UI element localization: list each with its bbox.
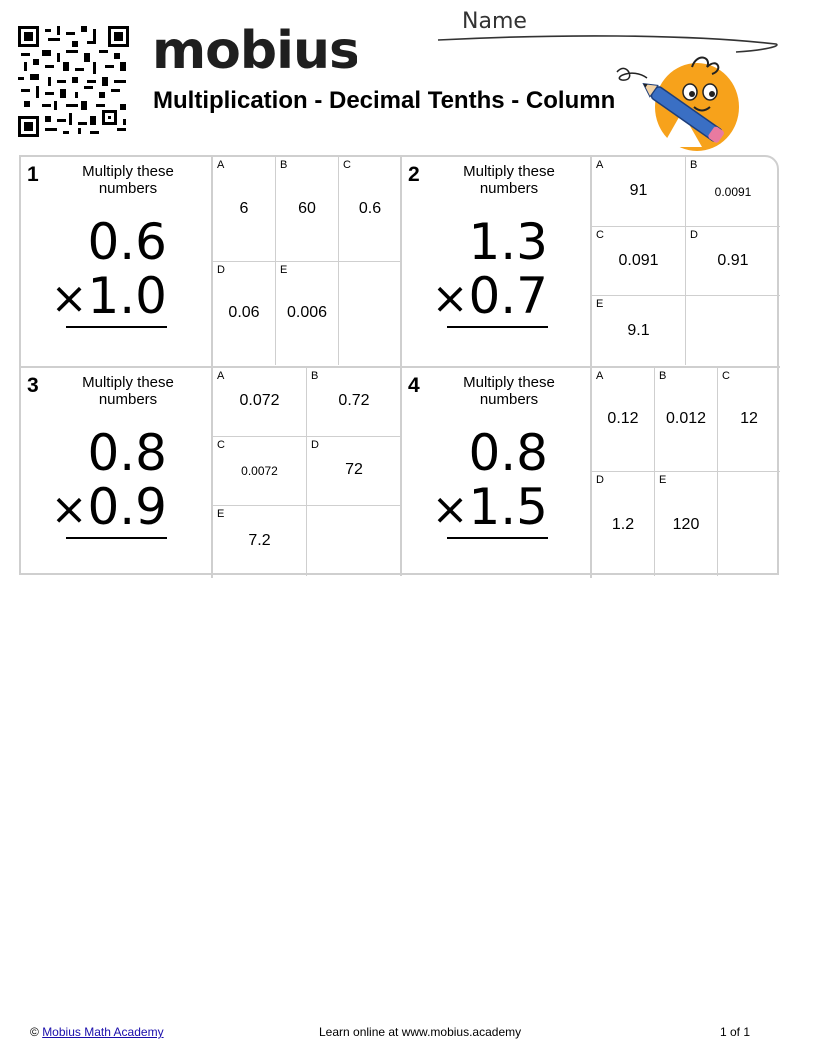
answer-choice-b[interactable] [655,368,718,472]
choice-letter: B [280,159,288,171]
answer-choice-c[interactable] [592,227,686,296]
answer-rule [66,326,167,328]
problem-3 [21,366,401,576]
choice-letter: E [659,474,667,486]
times-sign: × [431,484,469,535]
multiplier-row [432,480,548,537]
choice-value: 12 [740,410,758,427]
choice-value: 0.0072 [241,464,278,478]
choice-value: 0.6 [358,200,382,217]
multiplier-row [51,480,167,537]
choice-value: 91 [629,182,648,199]
answer-choice-e[interactable] [592,296,686,365]
answer-choices [211,368,401,578]
answer-rule [447,326,548,328]
answer-choice-e[interactable] [655,472,718,576]
problem-instruction: Multiply these numbers [463,374,555,408]
answer-choice-c[interactable] [213,437,307,506]
choice-value: 0.06 [228,304,260,321]
footer-copyright [30,1025,164,1039]
choice-letter: C [343,159,351,171]
multiplier-row [51,269,167,326]
multiplier-row [432,269,548,326]
answer-choice-d[interactable] [213,262,276,365]
problem-prompt [402,368,592,578]
choice-value: 0.006 [286,304,328,321]
choice-value: 0.91 [717,252,749,269]
choice-value: 1.2 [611,516,635,533]
choice-value: 72 [345,461,363,478]
choice-value: 6 [239,200,249,217]
problem-number: 3 [27,374,39,397]
choice-value: 9.1 [627,322,650,339]
choice-letter: D [217,264,225,276]
answer-choice-a[interactable] [213,368,307,437]
choice-letter: B [690,159,698,171]
choice-value: 0.012 [665,410,707,427]
problem-grid [19,155,779,575]
footer-learn-online: Learn online at www.mobius.academy [319,1025,522,1039]
answer-choice-b[interactable] [276,157,339,262]
answer-rule [447,537,548,539]
problem-number: 2 [408,163,420,186]
logo-text: mobius [152,21,357,78]
multiplicand: 0.8 [468,424,548,482]
mobius-logo-mark [152,18,357,78]
choice-letter: E [596,298,604,310]
multiplicand: 0.8 [87,424,167,482]
page-count: 1 of 1 [720,1025,751,1039]
answer-choice-e[interactable] [213,506,307,576]
problem-prompt [21,157,211,367]
answer-choice-c[interactable] [339,157,401,262]
problem-instruction: Multiply these numbers [82,163,174,197]
multiplier: 0.7 [468,267,548,325]
answer-choice-d[interactable] [592,472,655,576]
name-label: Name [462,9,527,34]
choice-letter: A [596,159,604,171]
answer-choices [211,157,401,367]
problem-number: 4 [408,374,420,397]
choice-letter: A [217,370,225,382]
choice-value: 0.12 [607,410,639,427]
page-title: Multiplication - Decimal Tenths - Column [153,87,616,114]
answer-rule [66,537,167,539]
multiplicand: 1.3 [468,213,548,271]
problem-instruction: Multiply these numbers [463,163,555,197]
answer-choices [590,157,778,367]
choice-letter: D [596,474,604,486]
times-sign: × [50,484,88,535]
choice-letter: B [311,370,319,382]
choice-letter: D [311,439,319,451]
answer-choice-b[interactable] [686,157,780,227]
choice-letter: E [280,264,288,276]
choice-value: 120 [672,516,700,533]
choice-value: 60 [298,200,316,217]
problem-1 [21,157,401,367]
problem-prompt [402,157,592,367]
choice-value: 0.072 [239,392,280,409]
mobius-logo [152,18,357,78]
choice-letter: E [217,508,225,520]
problem-2 [400,157,780,367]
answer-choice-d[interactable] [686,227,780,296]
choice-letter: C [217,439,225,451]
multiplicand: 0.6 [87,213,167,271]
answer-choices [590,368,778,578]
choice-letter: A [217,159,225,171]
choice-letter: B [659,370,667,382]
choice-letter: C [596,229,604,241]
choice-letter: A [596,370,604,382]
choice-letter: C [722,370,730,382]
choice-value: 0.0091 [714,185,752,199]
multiplier: 1.5 [468,478,548,536]
problem-prompt [21,368,211,578]
qr-code [18,26,129,137]
mascot-illustration [612,52,747,157]
choice-value: 7.2 [248,532,271,549]
answer-choice-e[interactable] [276,262,339,365]
answer-choice-b[interactable] [307,368,401,437]
choice-value: 0.091 [618,252,659,269]
answer-choice-a[interactable] [592,157,686,227]
choice-letter: D [690,229,698,241]
times-sign: × [50,273,88,324]
copyright-symbol: © [30,1025,39,1039]
multiplier: 1.0 [87,267,167,325]
academy-link[interactable]: Mobius Math Academy [42,1025,164,1039]
answer-choice-d[interactable] [307,437,401,506]
choice-value: 0.72 [338,392,370,409]
answer-choice-a[interactable] [213,157,276,262]
answer-choice-a[interactable] [592,368,655,472]
problem-instruction: Multiply these numbers [82,374,174,408]
answer-choice-c[interactable] [718,368,780,472]
multiplier: 0.9 [87,478,167,536]
problem-4 [400,366,780,576]
times-sign: × [431,273,469,324]
problem-number: 1 [27,163,39,186]
